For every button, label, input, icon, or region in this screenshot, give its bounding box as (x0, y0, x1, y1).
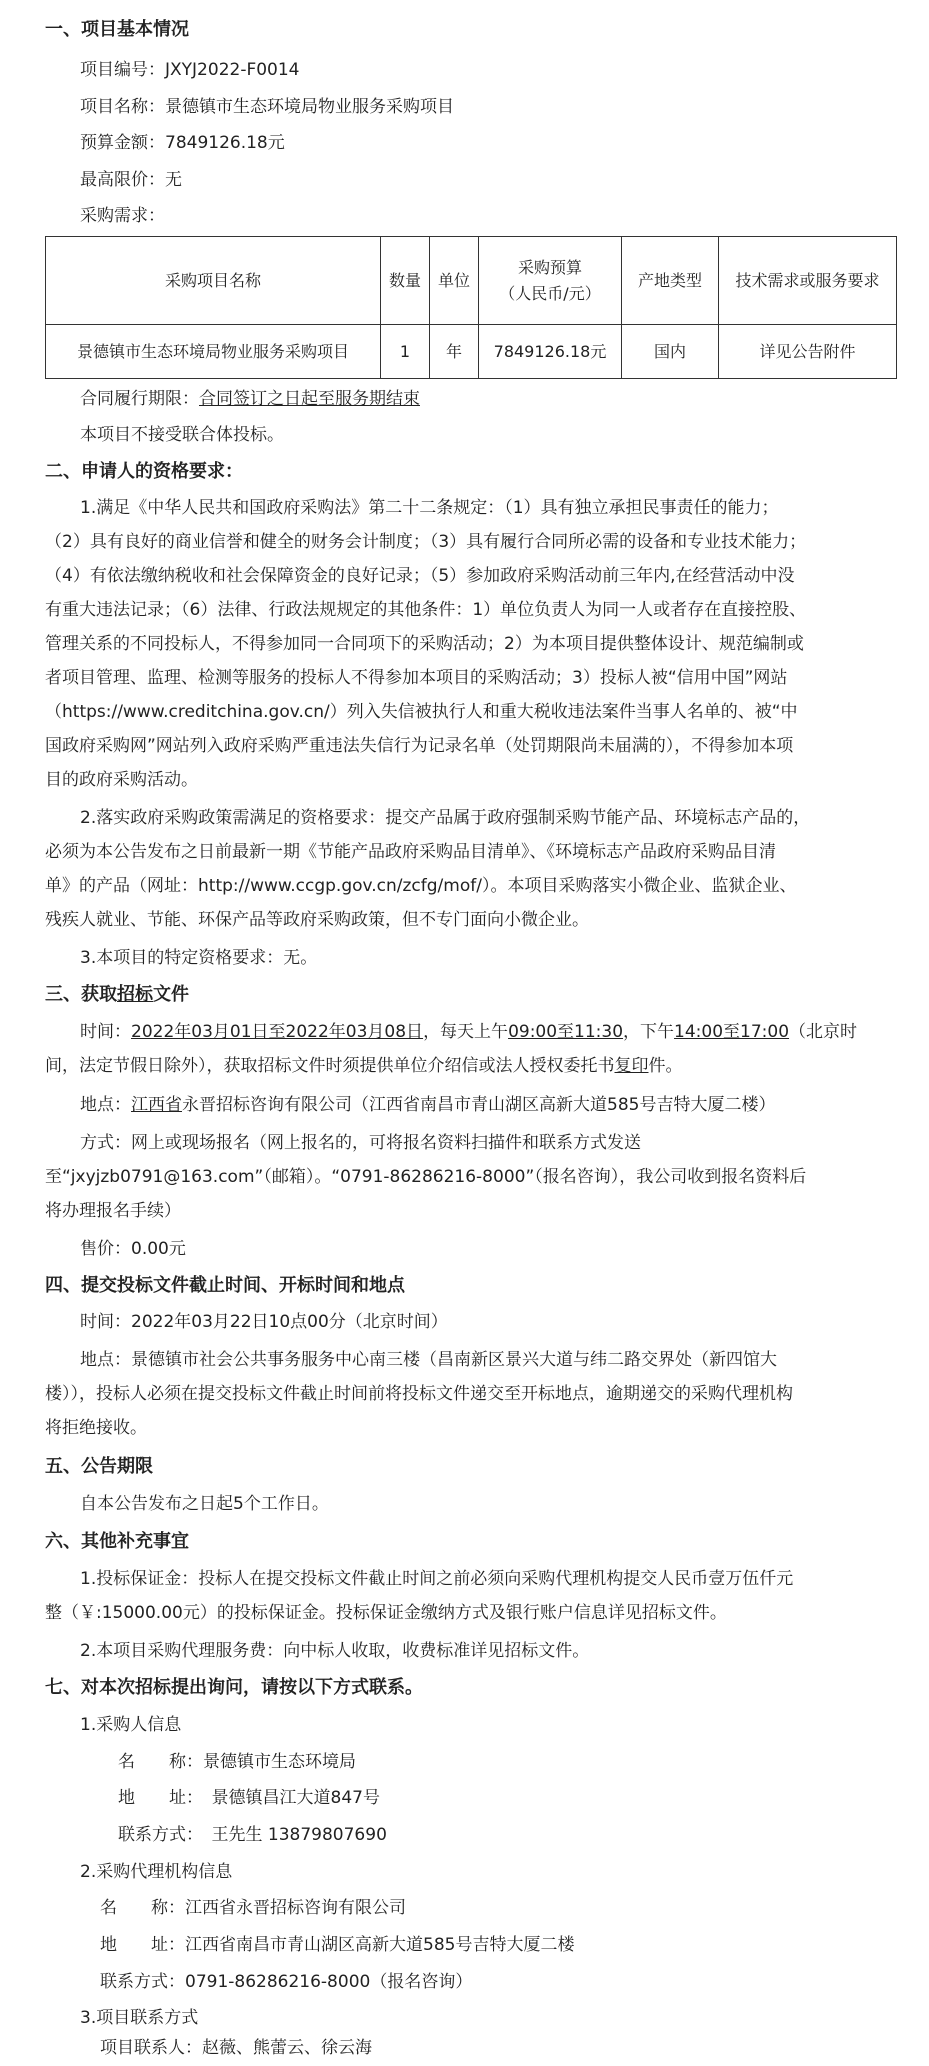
procurement-table (45, 236, 897, 379)
afternoon-hours: 14:00至17:00 (674, 1022, 790, 1042)
table-header-cell-budget (479, 237, 622, 325)
contract-period-label: 合同履行期限： (80, 389, 199, 409)
table-header-cell: 产地类型 (622, 237, 719, 325)
text-part: ，每天上午 (423, 1022, 509, 1042)
policy-line: 残疾人就业、节能、环保产品等政府采购政策，但不专门面向小微企业。 (45, 910, 589, 930)
section-heading-7: 七、对本次招标提出询问，请按以下方式联系。 (45, 1677, 423, 1698)
qualification-line: 者项目管理、监理、检测等服务的投标人不得参加本项目的采购活动；3）投标人被“信用中国”网站 (45, 668, 788, 688)
contract-period (80, 387, 420, 411)
section-heading-3 (45, 983, 189, 1007)
obtain-method-cont: 将办理报名手续） (45, 1201, 181, 1221)
table-header-cell: 采购项目名称 (46, 237, 381, 325)
section-heading-2: 二、申请人的资格要求： (45, 461, 243, 482)
text-part: 间，法定节假日除外），获取招标文件时须提供单位介绍信或法人授权委托书 (45, 1056, 615, 1076)
budget-amount: 预算金额：7849126.18元 (80, 133, 285, 153)
agency-contact: 联系方式：0791-86286216-8000（报名咨询） (100, 1972, 473, 1992)
table-cell: 年 (430, 325, 479, 379)
project-name: 项目名称：景德镇市生态环境局物业服务采购项目 (80, 97, 454, 117)
supplement-line: 1.投标保证金：投标人在提交投标文件截止时间之前必须向采购代理机构提交人民币壹万伍仟元 (80, 1569, 794, 1589)
text-part: 江西省 (131, 1095, 182, 1115)
policy-line: 2.落实政府采购政策需满足的资格要求：提交产品属于政府强制采购节能产品、环境标志产品的， (80, 808, 811, 828)
supplement-line: 整（￥:15000.00元）的投标保证金。投标保证金缴纳方式及银行账户信息详见招标文件。 (45, 1603, 727, 1623)
purchaser-address: 地 址： 景德镇昌江大道847号 (118, 1788, 380, 1808)
table-header-cell: 技术需求或服务要求 (719, 237, 897, 325)
date-range: 2022年03月01日至2022年03月08日 (131, 1022, 424, 1042)
purchaser-name: 名 称：景德镇市生态环境局 (118, 1752, 356, 1772)
table-cell: 7849126.18元 (479, 325, 622, 379)
heading-part: 招标 (117, 984, 153, 1005)
obtain-method: 方式：网上或现场报名（网上报名的，可将报名资料扫描件和联系方式发送 (80, 1133, 641, 1153)
table-cell: 1 (381, 325, 430, 379)
supplement-line: 2.本项目采购代理服务费：向中标人收取，收费标准详见招标文件。 (80, 1641, 590, 1661)
bid-place-cont: 将拒绝接收。 (45, 1418, 147, 1438)
heading-part: 三、获取 (45, 984, 117, 1005)
section-heading-5: 五、公告期限 (45, 1456, 153, 1477)
agency-name: 名 称：江西省永晋招标咨询有限公司 (100, 1898, 406, 1918)
table-header-budget-line1: 采购预算 (517, 257, 582, 277)
obtain-place (80, 1093, 775, 1117)
table-cell: 详见公告附件 (719, 325, 897, 379)
text-part: 地点： (80, 1095, 131, 1115)
table-header-cell: 单位 (430, 237, 479, 325)
announcement-period: 自本公告发布之日起5个工作日。 (80, 1494, 329, 1514)
consortium-note: 本项目不接受联合体投标。 (80, 425, 284, 445)
qualification-line: 1.满足《中华人民共和国政府采购法》第二十二条规定：（1）具有独立承担民事责任的能力； (80, 498, 779, 518)
text-part: 时间： (80, 1022, 131, 1042)
policy-line: 单》的产品（网址：http://www.ccgp.gov.cn/zcfg/mof/）。本项目采购落实小微企业、监狱企业、 (45, 876, 797, 896)
text-part: 永晋招标咨询有限公司（江西省南昌市青山湖区高新大道585号吉特大厦二楼） (182, 1095, 776, 1115)
max-price: 最高限价：无 (80, 170, 182, 190)
qualification-line: （2）具有良好的商业信誉和健全的财务会计制度；（3）具有履行合同所必需的设备和专业技术能力； (45, 532, 807, 552)
section-heading-4: 四、提交投标文件截止时间、开标时间和地点 (45, 1275, 405, 1296)
bid-place-cont: 楼）），投标人必须在提交投标文件截止时间前将投标文件递交至开标地点，逾期递交的采购代理机构 (45, 1384, 793, 1404)
text-part: （北京时 (789, 1022, 858, 1042)
bid-deadline-time: 时间：2022年03月22日10点00分（北京时间） (80, 1312, 448, 1332)
morning-hours: 09:00至11:30 (508, 1022, 624, 1042)
table-header-budget-line2: （人民币/元） (499, 283, 601, 303)
contract-period-value: 合同签订之日起至服务期结束 (199, 389, 420, 409)
project-contact-title: 3.项目联系方式 (80, 2008, 199, 2028)
project-code: 项目编号：JXYJ2022-F0014 (80, 60, 300, 80)
table-header-cell: 数量 (381, 237, 430, 325)
table-cell: 国内 (622, 325, 719, 379)
specific-requirements: 3.本项目的特定资格要求：无。 (80, 948, 318, 968)
table-header-row (46, 237, 897, 325)
text-part: 复印 (614, 1056, 649, 1076)
qualification-line: 目的政府采购活动。 (45, 770, 198, 790)
text-part: ，下午 (623, 1022, 675, 1042)
qualification-line: 有重大违法记录；（6）法律、行政法规规定的其他条件：1）单位负责人为同一人或者存在直接控股、 (45, 600, 807, 620)
heading-part: 文件 (153, 984, 189, 1005)
qualification-line: 管理关系的不同投标人，不得参加同一合同项下的采购活动；2）为本项目提供整体设计、规范编制或 (45, 634, 804, 654)
obtain-time-cont (45, 1054, 683, 1078)
procurement-demand-label: 采购需求： (80, 206, 165, 226)
document-price: 售价：0.00元 (80, 1239, 186, 1259)
table-cell: 景德镇市生态环境局物业服务采购项目 (46, 325, 381, 379)
text-part: 件。 (648, 1056, 683, 1076)
table-row (46, 325, 897, 379)
policy-line: 必须为本公告发布之日前最新一期《节能产品政府采购品目清单》、《环境标志产品政府采购品目清 (45, 842, 776, 862)
qualification-line: （4）有依法缴纳税收和社会保障资金的良好记录；（5）参加政府采购活动前三年内,在经营活动中没 (45, 566, 795, 586)
agency-address: 地 址：江西省南昌市青山湖区高新大道585号吉特大厦二楼 (100, 1935, 575, 1955)
qualification-line: （https://www.creditchina.gov.cn/）列入失信被执行人和重大税收违法案件当事人名单的、被“中 (45, 702, 798, 722)
purchaser-contact: 联系方式： 王先生 13879807690 (118, 1825, 387, 1845)
obtain-method-cont: 至“jxyjzb0791@163.com”（邮箱）。“0791-86286216-8000”（报名咨询），我公司收到报名资料后 (45, 1167, 807, 1187)
bid-place: 地点：景德镇市社会公共事务服务中心南三楼（昌南新区景兴大道与纬二路交界处（新四馆大 (80, 1350, 777, 1370)
purchaser-info-title: 1.采购人信息 (80, 1715, 182, 1735)
section-heading-6: 六、其他补充事宜 (45, 1531, 189, 1552)
agency-info-title: 2.采购代理机构信息 (80, 1862, 233, 1882)
project-contact-people: 项目联系人：赵薇、熊蕾云、徐云海 (100, 2038, 372, 2058)
section-heading-1: 一、项目基本情况 (45, 19, 189, 40)
qualification-line: 国政府采购网”网站列入政府采购严重违法失信行为记录名单（处罚期限尚未届满的），不得参加本项 (45, 736, 794, 756)
obtain-time (80, 1020, 857, 1044)
